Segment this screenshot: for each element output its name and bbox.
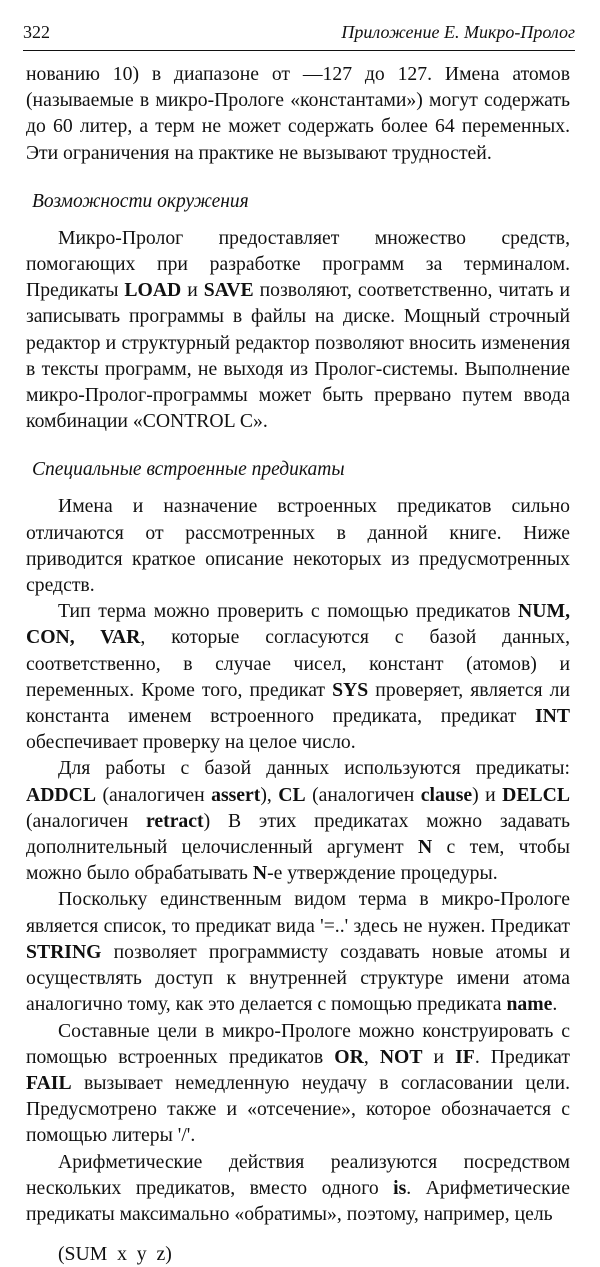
predicate-retract: retract [146, 809, 204, 832]
argument-n: N [417, 836, 433, 859]
page-number: 322 [23, 22, 50, 42]
predicate-fail: FAIL [26, 1071, 72, 1094]
predicate-save: SAVE [203, 279, 254, 302]
paragraph-builtins-intro: Имена и назначение встроенных предикатов сильно отличаются от рассмотренных в данной книге. Ниже приводится краткое описание некоторых из предусмотренных средств. [26, 495, 570, 597]
predicate-num: NUM, [518, 600, 570, 623]
paragraph-term-types: Тип терма можно проверить с помощью предикатов NUM, CON, VAR, которые согласуются с базой данных, соответственно, в случае чисел, констант (атомов) и переменных. Кроме того, предикат SYS проверяет, является ли константа именем встроенного предиката, предикат INT обеспечивает проверку на целое число. [26, 600, 570, 754]
predicate-cl: CL [278, 783, 306, 806]
predicate-delcl: DELCL [502, 783, 570, 806]
predicate-name: name [506, 993, 553, 1016]
paragraph-database: Для работы с базой данных используются предикаты: ADDCL (аналогичен assert), CL (аналогичен clause) и DELCL (аналогичен retract) В этих предикатах можно задавать дополнительный целочисленный аргумент N с тем, чтобы можно было обрабатывать N-е утверждение процедуры. [26, 757, 571, 885]
argument-n-ordinal: N [252, 862, 268, 885]
header-rule [23, 50, 575, 51]
predicate-not: NOT [379, 1045, 423, 1068]
page-header [23, 22, 575, 43]
predicate-is: is [393, 1176, 407, 1199]
predicate-if: IF [455, 1045, 475, 1068]
paragraph-arithmetic: Арифметические действия реализуются посредством нескольких предикатов, вместо одного is. Арифметические предикаты максимально «обратимы», поэтому, например, цель [26, 1150, 570, 1225]
predicate-string: STRING [26, 940, 102, 963]
paragraph-environment: Микро-Пролог предоставляет множество средств, помогающих при разработке программ за терминалом. Предикаты LOAD и SAVE позволяют, соответственно, читать и записывать программы в файлы на диске. Мощный строчный редактор и структурный редактор позволяют вносить изменения в тексты программ, не выходя из Пролог-системы. Выполнение микро-Пролог-программы может быть прервано путем ввода комбинации «CONTROL С». [26, 226, 570, 433]
predicate-assert: assert [211, 783, 261, 806]
paragraph-continuation: нованию 10) в диапазоне от —127 до 127. Имена атомов (называемые в микро-Прологе «константами») могут содержать до 60 литер, а терм не может содержать более 64 переменных. Эти ограничения на практике не вызывают трудностей. [26, 63, 570, 164]
code-example: (SUM x y z) [58, 1243, 172, 1266]
section-heading-builtins: Специальные встроенные предикаты [32, 459, 345, 481]
predicate-clause: clause [420, 783, 473, 806]
section-heading-environment: Возможности окружения [32, 190, 249, 212]
predicate-int: INT [534, 705, 570, 728]
running-title: Приложение Е. Микро-Пролог [341, 22, 575, 42]
page-body [26, 61, 570, 1267]
predicate-sys: SYS [332, 678, 369, 701]
paragraph-compound-goals: Составные цели в микро-Прологе можно конструировать с помощью встроенных предикатов OR, NOT и IF. Предикат FAIL вызывает немедленную неудачу в согласовании цели. Предусмотрено также и «отсечение», которое обозначается с помощью литеры '/'. [26, 1019, 570, 1147]
predicate-load: LOAD [124, 279, 182, 302]
paragraph-string: Поскольку единственным видом терма в микро-Прологе является список, то предикат вида '=..' здесь не нужен. Предикат STRING позволяет программисту создавать новые атомы и осуществлять доступ к внутренней структуре имени атома аналогично тому, как это делается с помощью предиката name. [26, 888, 570, 1016]
predicate-or: OR [334, 1045, 364, 1068]
predicate-con-var: CON, VAR [26, 626, 141, 649]
predicate-addcl: ADDCL [26, 783, 97, 806]
